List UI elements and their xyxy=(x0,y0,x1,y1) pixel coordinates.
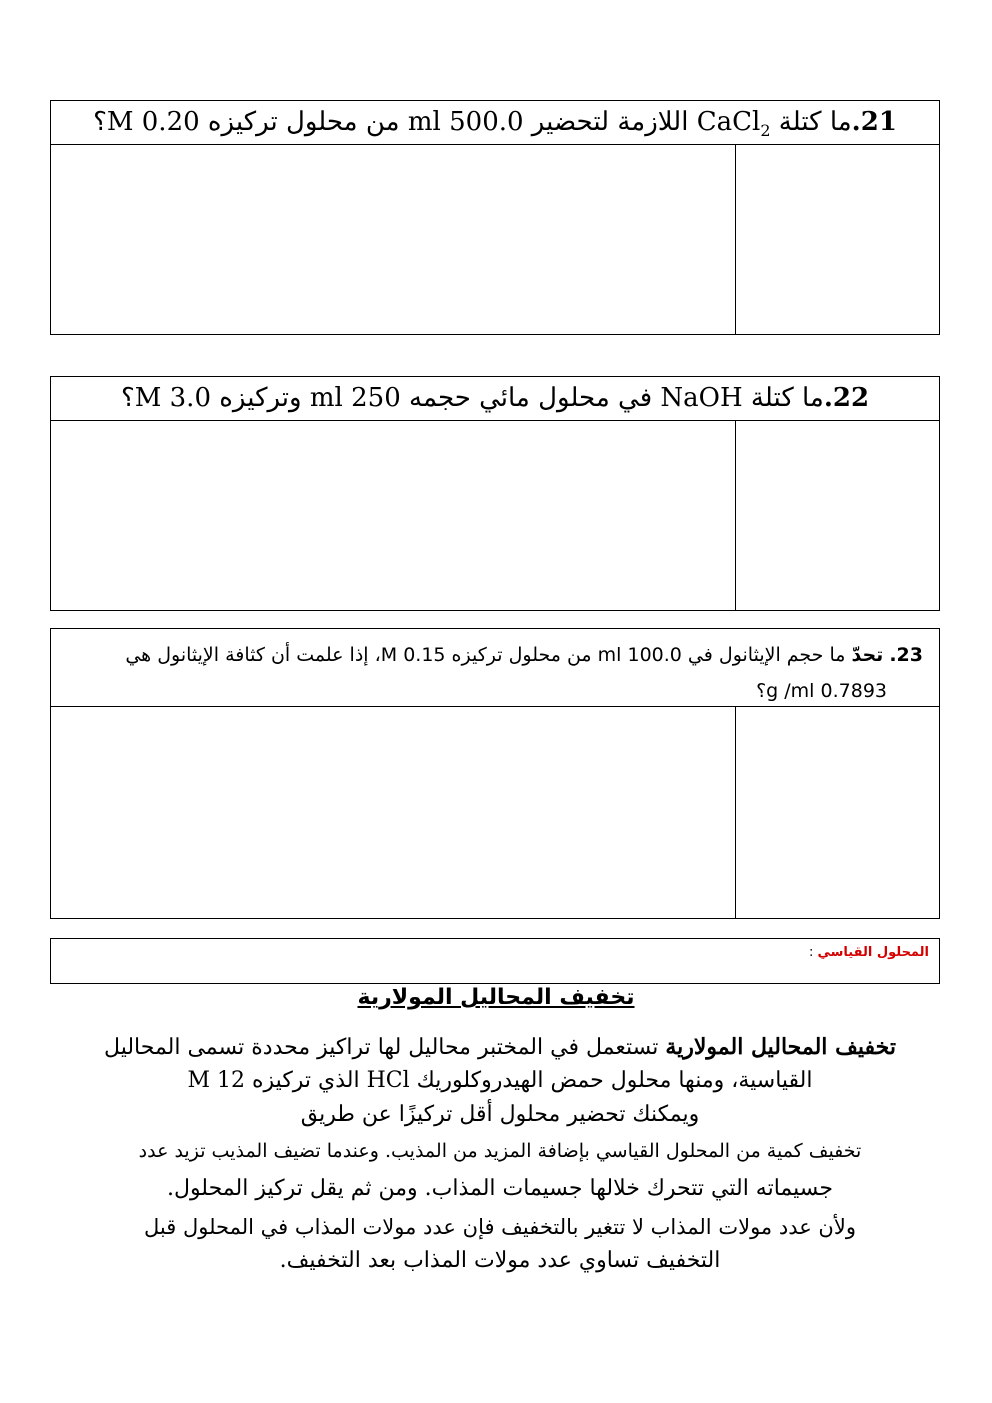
paragraph-line-6: ولأن عدد مولات المذاب لا تتغير بالتخفيف فإن عدد مولات المذاب في المحلول قبل xyxy=(144,1215,856,1239)
question-22-answer-area[interactable] xyxy=(51,421,939,610)
paragraph-bold-term: تخفيف المحاليل المولارية xyxy=(665,1034,896,1060)
section-title xyxy=(0,985,992,1010)
question-21-number: 21. xyxy=(851,107,897,137)
question-23-line-1 xyxy=(67,637,923,673)
paragraph-line-4: تخفيف كمية من المحلول القياسي بإضافة المزيد من المذيب. وعندما تضيف المذيب تزيد عدد xyxy=(138,1140,862,1162)
question-23-answer-area[interactable] xyxy=(51,707,939,918)
question-22-work-cell[interactable] xyxy=(51,421,736,610)
question-22-header xyxy=(51,377,939,421)
question-23-header xyxy=(51,629,939,707)
paragraph-line-1 xyxy=(90,1030,910,1065)
question-22-box xyxy=(50,376,940,611)
question-23-number: 23. xyxy=(889,644,923,666)
question-21-header xyxy=(51,101,939,145)
definition-colon: : xyxy=(808,945,818,960)
question-21-text-2: اللازمة لتحضير 500.0 ml من محلول تركيزه 0.20 M؟ xyxy=(93,107,697,137)
question-23-label: تحدّ xyxy=(851,644,884,666)
question-23-box xyxy=(50,628,940,919)
question-21-work-cell[interactable] xyxy=(51,145,736,334)
question-21-answer-area[interactable] xyxy=(51,145,939,334)
paragraph-line-2: القياسية، ومنها محلول حمض الهيدروكلوريك HCl الذي تركيزه 12 M xyxy=(187,1068,813,1093)
question-23-line-2: 0.7893 g /ml؟ xyxy=(756,680,887,702)
question-21-box xyxy=(50,100,940,335)
paragraph-line-1-text: تستعمل في المختبر محاليل لها تراكيز محددة تسمى المحاليل xyxy=(104,1035,666,1060)
paragraph-line-3: ويمكنك تحضير محلول أقل تركيزًا عن طريق xyxy=(300,1102,700,1127)
paragraph-line-5: جسيماته التي تتحرك خلالها جسيمات المذاب. ومن ثم يقل تركيز المحلول. xyxy=(166,1176,834,1201)
question-21-text: ما كتلة CaCl xyxy=(696,107,852,137)
question-23-text: ما حجم الإيثانول في 100.0 ml من محلول تركيزه 0.15 M، إذا علمت أن كثافة الإيثانول هي xyxy=(125,644,852,666)
question-22-number: 22. xyxy=(823,383,870,413)
paragraph-line-7: التخفيف تساوي عدد مولات المذاب بعد التخفيف. xyxy=(279,1248,721,1273)
question-23-work-cell[interactable] xyxy=(51,707,736,918)
question-21-subscript: 2 xyxy=(760,121,771,141)
standard-solution-definition-box[interactable] xyxy=(50,938,940,984)
section-title-text: تخفيف المحاليل المولارية xyxy=(357,985,635,1010)
standard-solution-label: المحلول القياسي xyxy=(817,945,929,960)
question-22-text: ما كتلة NaOH في محلول مائي حجمه 250 ml وتركيزه 3.0 M؟ xyxy=(120,383,824,413)
